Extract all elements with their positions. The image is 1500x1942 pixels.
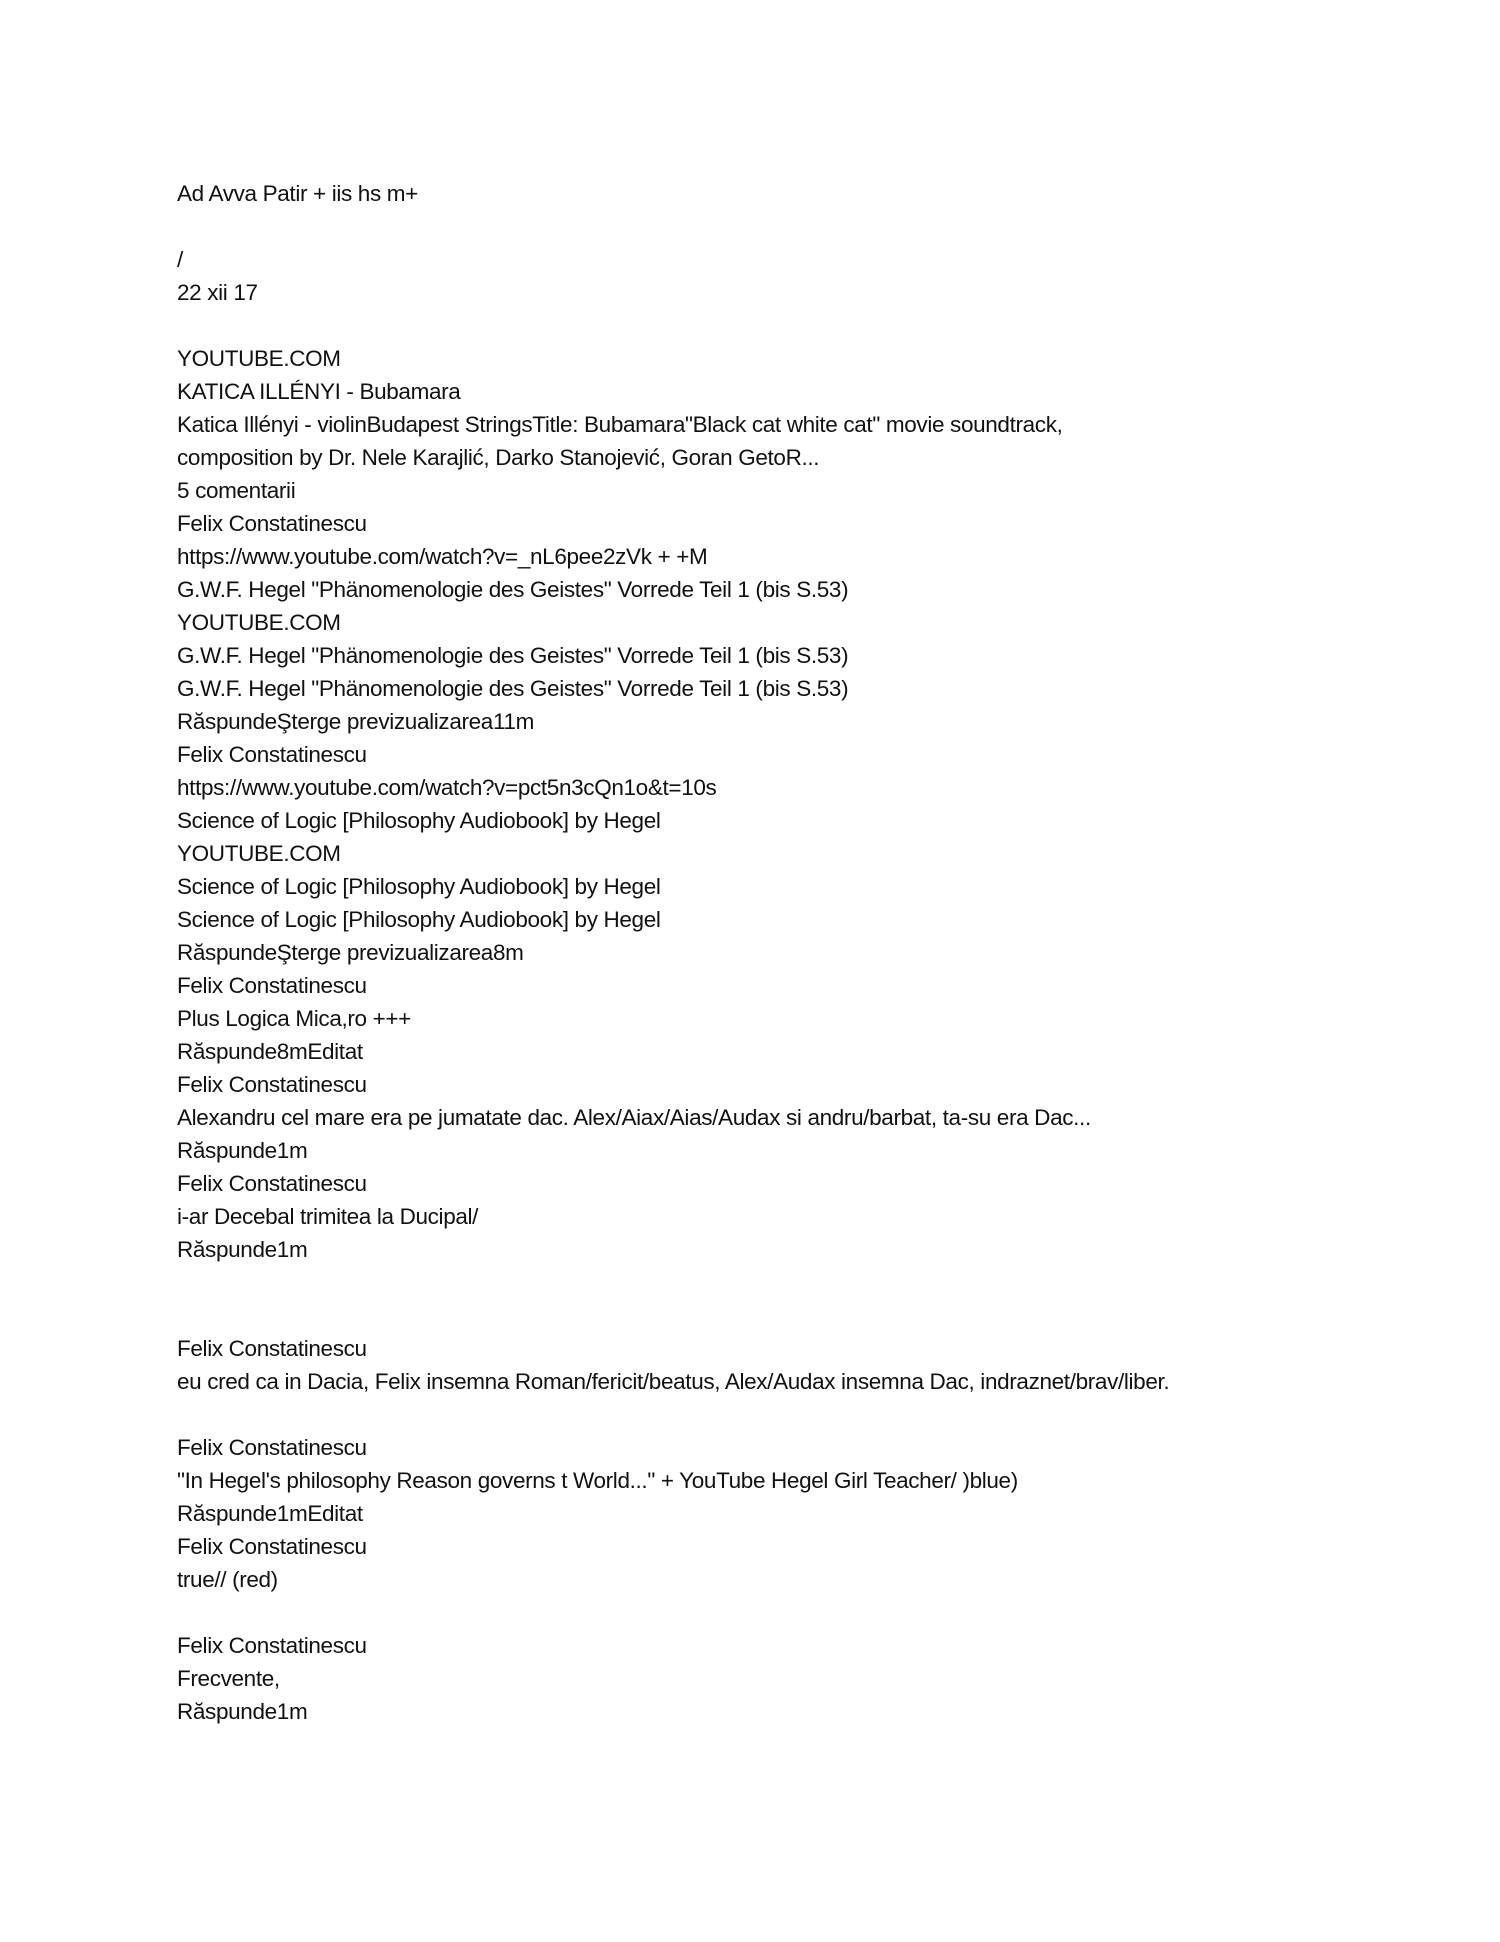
- document-page: [177, 177, 1427, 1728]
- comment-count: 5 comentarii: [177, 478, 296, 503]
- video-title: KATICA ILLÉNYI - Bubamara: [177, 379, 461, 404]
- comment-text: true// (red): [177, 1567, 278, 1592]
- comment-text: eu cred ca in Dacia, Felix insemna Roman/fericit/beatus, Alex/Audax insemna Dac, indraznet/brav/liber.: [177, 1369, 1170, 1394]
- blank-line: [177, 1596, 1427, 1629]
- comment-link: https://www.youtube.com/watch?v=_nL6pee2zVk + +M: [177, 544, 708, 569]
- comment-actions: RăspundeŞterge previzualizarea8m: [177, 940, 524, 965]
- comment-text: Frecvente,: [177, 1666, 280, 1691]
- heading-line: Ad Avva Patir + iis hs m+: [177, 181, 418, 206]
- date-line: 22 xii 17: [177, 280, 258, 305]
- comment-author: Felix Constatinescu: [177, 973, 367, 998]
- link-preview-title: Science of Logic [Philosophy Audiobook] by Hegel: [177, 874, 661, 899]
- comment-author: Felix Constatinescu: [177, 742, 367, 767]
- comment-author: Felix Constatinescu: [177, 1072, 367, 1097]
- comment-link: https://www.youtube.com/watch?v=pct5n3cQn1o&t=10s: [177, 775, 717, 800]
- blank-line: [177, 210, 1427, 243]
- blank-line: [177, 1299, 1427, 1332]
- comment-author: Felix Constatinescu: [177, 1633, 367, 1658]
- source-domain: YOUTUBE.COM: [177, 610, 341, 635]
- video-description: Katica Illényi - violinBudapest StringsTitle: Bubamara"Black cat white cat" movie soundtrack,: [177, 412, 1063, 437]
- text-line: /: [177, 247, 183, 272]
- comment-actions: RăspundeŞterge previzualizarea11m: [177, 709, 534, 734]
- comment-author: Felix Constatinescu: [177, 1534, 367, 1559]
- comment-actions: Răspunde1m: [177, 1138, 308, 1163]
- comment-actions: Răspunde1m: [177, 1699, 308, 1724]
- comment-text: Alexandru cel mare era pe jumatate dac. Alex/Aiax/Aias/Audax si andru/barbat, ta-su era Dac...: [177, 1105, 1091, 1130]
- comment-text: "In Hegel's philosophy Reason governs t World..." + YouTube Hegel Girl Teacher/ )blue): [177, 1468, 1018, 1493]
- link-preview-title: Science of Logic [Philosophy Audiobook] by Hegel: [177, 808, 661, 833]
- blank-line: [177, 1398, 1427, 1431]
- blank-line: [177, 309, 1427, 342]
- comment-author: Felix Constatinescu: [177, 1171, 367, 1196]
- blank-line: [177, 1266, 1427, 1299]
- link-preview-title: G.W.F. Hegel "Phänomenologie des Geistes" Vorrede Teil 1 (bis S.53): [177, 676, 849, 701]
- comment-author: Felix Constatinescu: [177, 1435, 367, 1460]
- comment-actions: Răspunde1m: [177, 1237, 308, 1262]
- comment-text: Plus Logica Mica,ro +++: [177, 1006, 411, 1031]
- link-preview-title: Science of Logic [Philosophy Audiobook] by Hegel: [177, 907, 661, 932]
- link-preview-title: G.W.F. Hegel "Phänomenologie des Geistes" Vorrede Teil 1 (bis S.53): [177, 643, 849, 668]
- comment-author: Felix Constatinescu: [177, 511, 367, 536]
- video-description: composition by Dr. Nele Karajlić, Darko Stanojević, Goran GetoR...: [177, 445, 820, 470]
- comment-actions: Răspunde1mEditat: [177, 1501, 363, 1526]
- link-preview-title: G.W.F. Hegel "Phänomenologie des Geistes" Vorrede Teil 1 (bis S.53): [177, 577, 849, 602]
- comment-actions: Răspunde8mEditat: [177, 1039, 363, 1064]
- source-domain: YOUTUBE.COM: [177, 841, 341, 866]
- source-domain: YOUTUBE.COM: [177, 346, 341, 371]
- comment-author: Felix Constatinescu: [177, 1336, 367, 1361]
- comment-text: i-ar Decebal trimitea la Ducipal/: [177, 1204, 479, 1229]
